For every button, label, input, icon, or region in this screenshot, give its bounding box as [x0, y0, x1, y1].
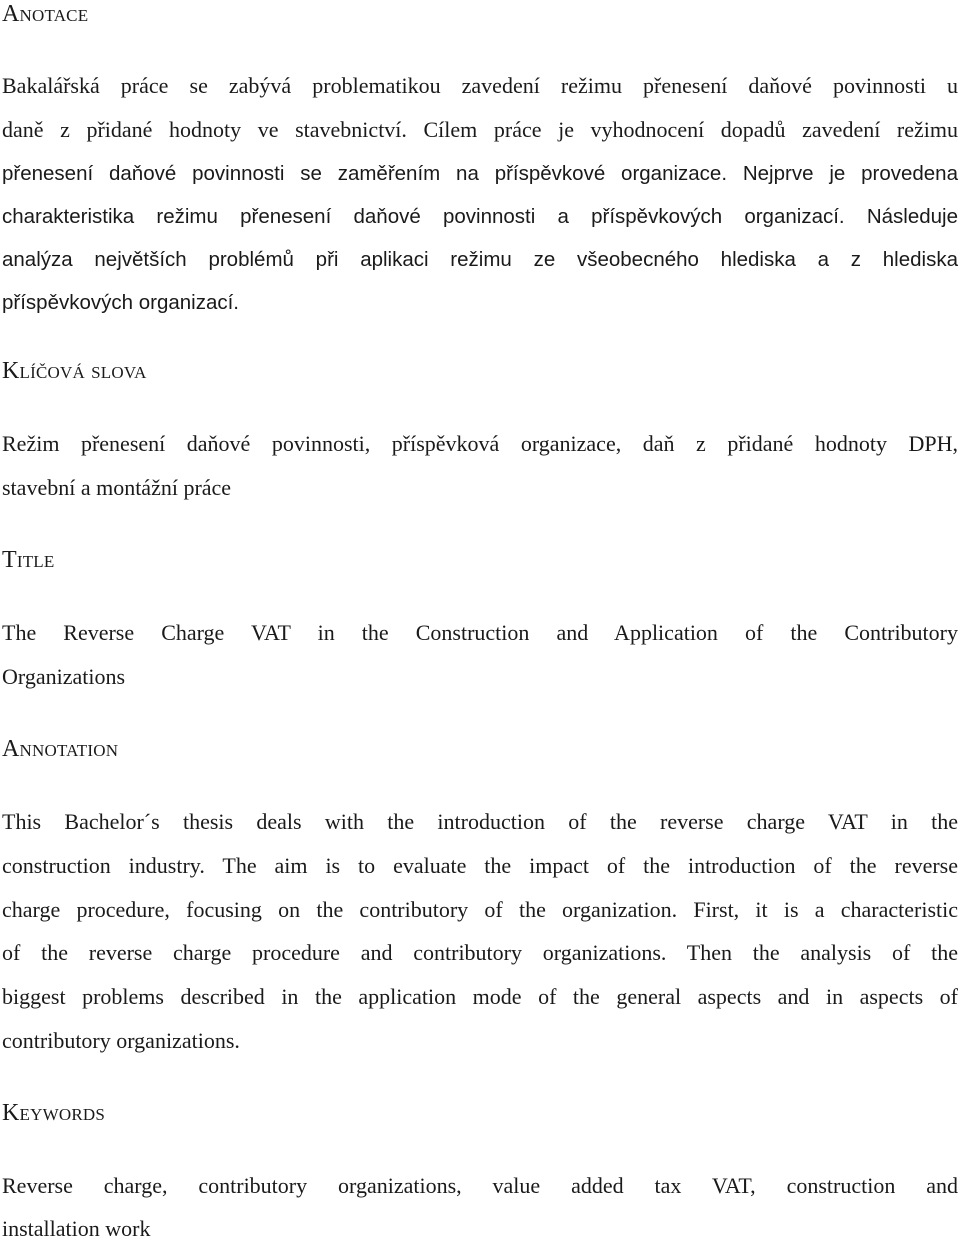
- keywords-heading: Keywords: [2, 1100, 105, 1126]
- klicova-slova-line: stavební a montážní práce: [2, 475, 232, 500]
- title-line: Organizations: [2, 664, 126, 689]
- anotace-line: příspěvkových organizací.: [2, 291, 240, 314]
- annotation-line: charge procedure, focusing on the contributory of the organization. First, it is a characteristic: [2, 897, 958, 922]
- anotace-line: analýza největších problémů při aplikaci režimu ze všeobecného hlediska a z hlediska: [2, 248, 958, 271]
- anotace-line: Bakalářská práce se zabývá problematikou zavedení režimu přenesení daňové povinnosti u: [2, 73, 958, 98]
- annotation-line: of the reverse charge procedure and contributory organizations. Then the analysis of the: [2, 940, 958, 965]
- anotace-line: přenesení daňové povinnosti se zaměřením na příspěvkové organizace. Nejprve je provedena: [2, 162, 958, 185]
- keywords-line: installation work: [2, 1216, 151, 1241]
- klicova-slova-line: Režim přenesení daňové povinnosti, příspěvková organizace, daň z přidané hodnoty DPH,: [2, 431, 958, 456]
- annotation-line: This Bachelor´s thesis deals with the introduction of the reverse charge VAT in the: [2, 809, 958, 834]
- anotace-line: daně z přidané hodnoty ve stavebnictví. Cílem práce je vyhodnocení dopadů zavedení režimu: [2, 117, 958, 142]
- anotace-line: charakteristika režimu přenesení daňové povinnosti a příspěvkových organizací. Následuje: [2, 205, 958, 228]
- annotation-line: biggest problems described in the application mode of the general aspects and in aspects of: [2, 984, 958, 1009]
- anotace-heading: Anotace: [2, 1, 89, 27]
- keywords-line: Reverse charge, contributory organizations, value added tax VAT, construction and: [2, 1173, 958, 1198]
- annotation-line: contributory organizations.: [2, 1028, 240, 1053]
- annotation-line: construction industry. The aim is to evaluate the impact of the introduction of the reverse: [2, 853, 958, 878]
- title-heading: Title: [2, 547, 55, 573]
- annotation-heading: Annotation: [2, 736, 119, 762]
- title-line: The Reverse Charge VAT in the Construction and Application of the Contributory: [2, 620, 958, 645]
- klicova-slova-heading: Klíčová slova: [2, 358, 147, 384]
